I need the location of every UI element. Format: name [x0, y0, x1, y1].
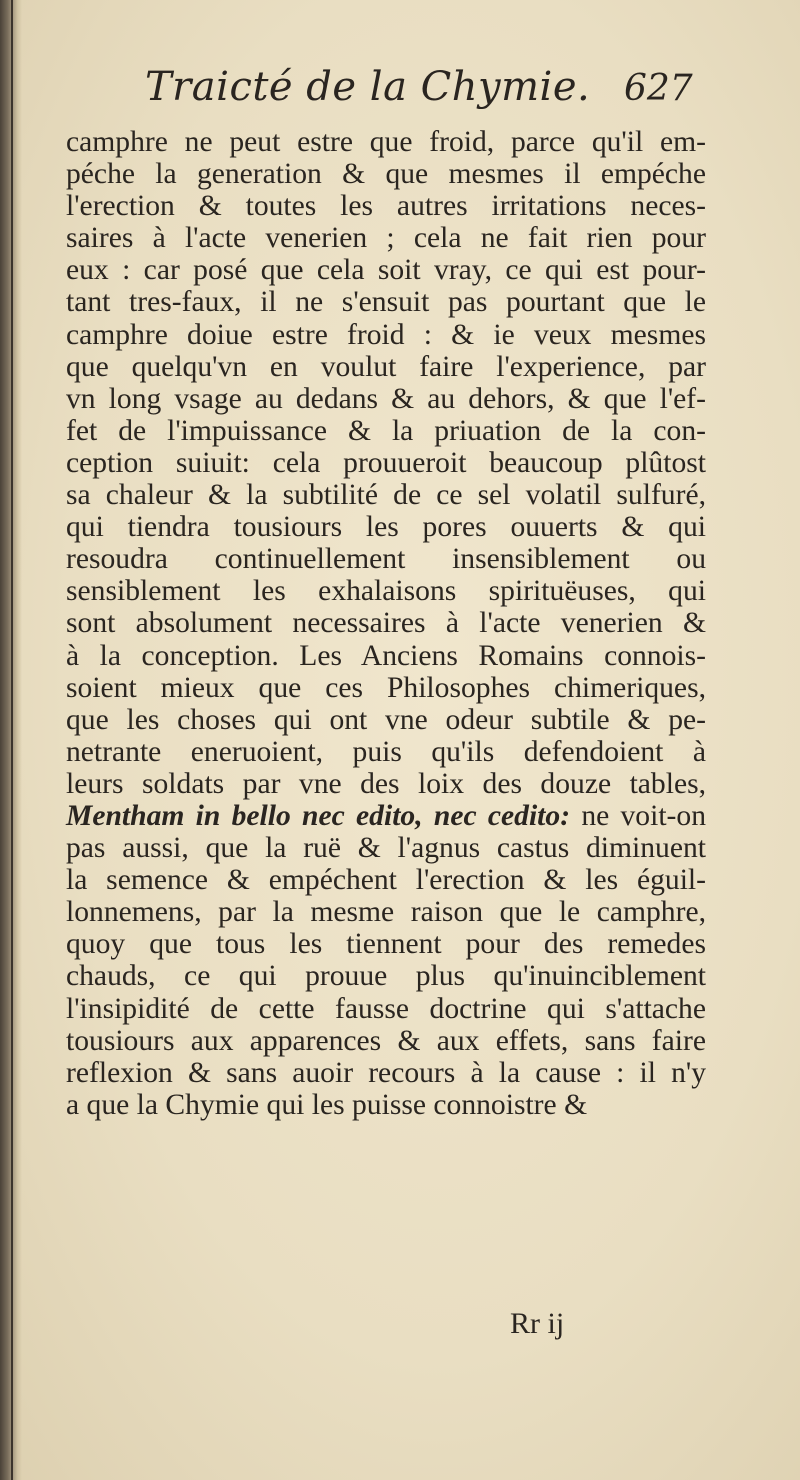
text-line-15: sensiblement les exhalaisons spirituëuses, qui [66, 575, 706, 608]
running-title: Traicté de la Chymie. [145, 64, 591, 110]
text-line-20: netrante eneruoient, puis qu'ils defendoient à [66, 735, 706, 768]
text-line-9: vn long vsage au dedans & au dehors, & que l'ef- [66, 382, 706, 415]
text-line-21: leurs soldats par vne des loix des douze tables, [66, 767, 706, 800]
text-line-8: que quelqu'vn en voulut faire l'experience, par [66, 350, 706, 383]
text-line-11: ception suiuit: cela prouueroit beaucoup plûtost [66, 446, 706, 479]
text-line-24: la semence & empéchent l'erection & les éguil- [66, 864, 706, 897]
text-line-18: soient mieux que ces Philosophes chimeriques, [66, 671, 706, 704]
text-line-31: a que la Chymie qui les puisse connoistre & [66, 1088, 588, 1121]
text-line-29: tousiours aux apparences & aux effets, sans faire [66, 1024, 706, 1057]
text-line-16: sont absolument necessaires à l'acte venerien & [66, 607, 706, 640]
text-line-6: tant tres-faux, il ne s'ensuit pas pourtant que le [66, 286, 706, 319]
page-edge-line [11, 0, 13, 1480]
text-line-3: l'erection & toutes les autres irritations neces- [66, 190, 706, 223]
text-line-22: Mentham in bello nec edito, nec cedito: ne voit-on [66, 799, 706, 832]
text-line-25: lonnemens, par la mesme raison que le camphre, [66, 896, 706, 929]
text-line-30: reflexion & sans auoir recours à la cause : il n'y [66, 1056, 706, 1089]
text-line-5: eux : car posé que cela soit vray, ce qui est pour- [66, 254, 706, 287]
text-line-13: qui tiendra tousiours les pores ouuerts & qui [66, 511, 706, 544]
text-line-26: quoy que tous les tiennent pour des remedes [66, 928, 706, 961]
text-line-14: resoudra continuellement insensiblement ou [66, 543, 706, 576]
text-line-23: pas aussi, que la ruë & l'agnus castus diminuent [66, 832, 706, 865]
page-header [0, 64, 800, 124]
text-line-12: sa chaleur & la subtilité de ce sel volatil sulfuré, [66, 479, 706, 512]
text-line-27: chauds, ce qui prouue plus qu'inuinciblement [66, 960, 706, 993]
page-number: 627 [624, 68, 693, 109]
text-line-17: à la conception. Les Anciens Romains connois- [66, 639, 706, 672]
text-line-2: péche la generation & que mesmes il empéche [66, 158, 706, 191]
latin-quotation: Mentham in bello nec edito, nec cedito: [66, 799, 571, 832]
signature-mark: Rr ij [510, 1307, 565, 1340]
text-line-28: l'insipidité de cette fausse doctrine qui s'attache [66, 992, 706, 1025]
text-line-4: saires à l'acte venerien ; cela ne fait rien pour [66, 222, 706, 255]
text-line-1: camphre ne peut estre que froid, parce qu'il em- [66, 126, 706, 158]
body-text [66, 126, 706, 1121]
text-line-7: camphre doiue estre froid : & ie veux mesmes [66, 318, 706, 351]
text-line-19: que les choses qui ont vne odeur subtile & pe- [66, 703, 706, 736]
text-line-10: fet de l'impuissance & la priuation de la con- [66, 414, 706, 447]
